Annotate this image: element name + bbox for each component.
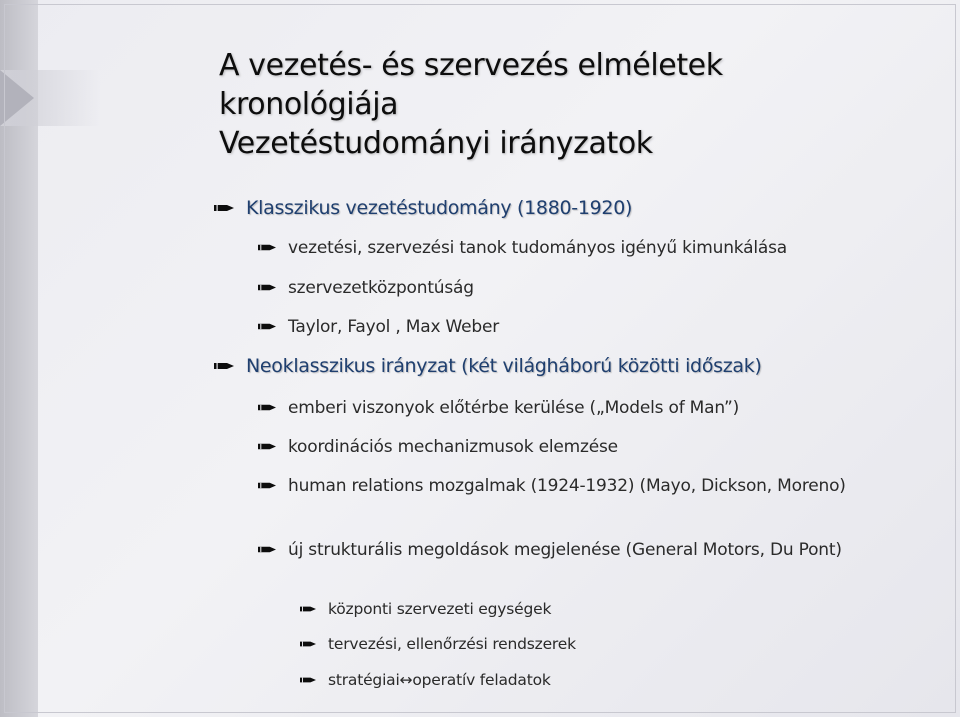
bullet-text: Neoklasszikus irányzat (két világháború közötti időszak) (246, 355, 762, 377)
bullet-text: Taylor, Fayol , Max Weber (288, 317, 500, 337)
bullet-text: emberi viszonyok előtérbe kerülése („Models of Man”) (288, 398, 740, 418)
bullet-text: koordinációs mechanizmusok elemzése (288, 437, 618, 457)
bullet-item-5 (214, 354, 934, 378)
bullet-item-2 (258, 236, 908, 260)
bullet-item-6 (258, 396, 908, 420)
title-line-3: Vezetéstudományi irányzatok (219, 126, 653, 161)
bullet-item-9 (258, 538, 918, 562)
pencil-bullet-icon (214, 361, 234, 371)
bullet-item-12 (300, 669, 900, 691)
pencil-bullet-icon (258, 481, 276, 490)
pencil-bullet-icon (258, 403, 276, 412)
bullet-item-4 (258, 315, 908, 339)
bullet-text: Klasszikus vezetéstudomány (1880-1920) (246, 197, 633, 219)
pencil-bullet-icon (258, 283, 276, 292)
decor-arrow-icon (0, 70, 34, 126)
bullet-text: vezetési, szervezési tanok tudományos igényű kimunkálása (288, 238, 787, 258)
pencil-bullet-icon (300, 605, 316, 613)
pencil-bullet-icon (258, 545, 276, 554)
bullet-item-7 (258, 435, 908, 459)
bullet-item-8 (258, 474, 898, 498)
bullet-item-11 (300, 633, 900, 655)
slide-title (219, 46, 919, 163)
bullet-item-1 (214, 196, 914, 220)
pencil-bullet-icon (258, 322, 276, 331)
pencil-bullet-icon (258, 442, 276, 451)
pencil-bullet-icon (214, 203, 234, 213)
pencil-bullet-icon (300, 640, 316, 648)
bullet-text: tervezési, ellenőrzési rendszerek (328, 635, 576, 653)
bullet-text: szervezetközpontúság (288, 278, 474, 298)
pencil-bullet-icon (258, 243, 276, 252)
bullet-text: központi szervezeti egységek (328, 600, 552, 618)
bullet-text: új strukturális megoldások megjelenése (General Motors, Du Pont) (288, 540, 842, 560)
bullet-text: human relations mozgalmak (1924-1932) (Mayo, Dickson, Moreno) (288, 476, 846, 496)
pencil-bullet-icon (300, 676, 316, 684)
title-line-2: kronológiája (219, 87, 399, 122)
bullet-item-10 (300, 598, 900, 620)
bullet-text: stratégiai↔operatív feladatok (328, 671, 551, 689)
title-line-1: A vezetés- és szervezés elméletek (219, 48, 723, 83)
bullet-item-3 (258, 276, 908, 300)
